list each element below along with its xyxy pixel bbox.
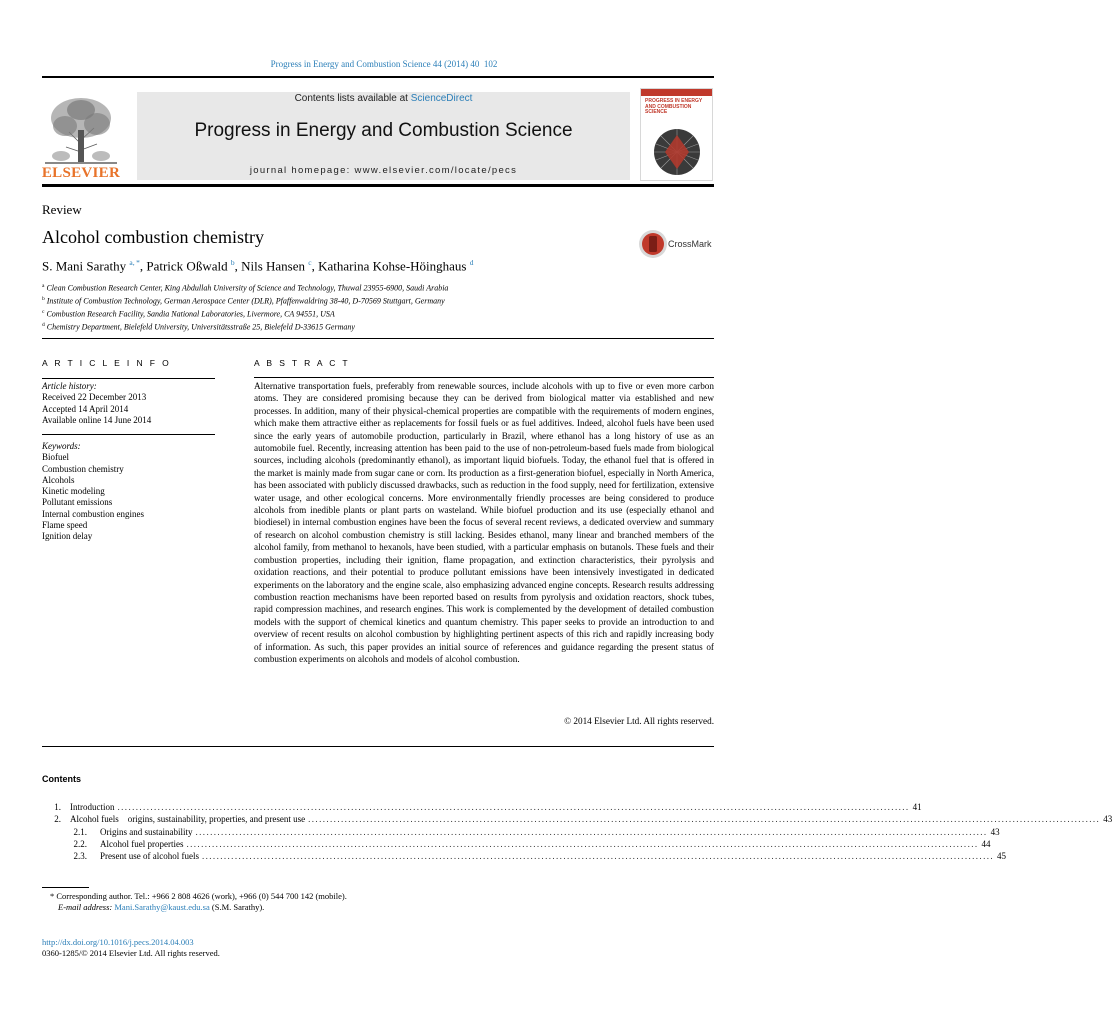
toc-number: 1. <box>54 802 61 812</box>
author-list: S. Mani Sarathy $^{a, *}$, Patrick Oßwald $^b$, Nils Hansen $^c$, Katharina Kohse-Höinghaus $^d$ <box>42 258 474 274</box>
toc-page: 44 <box>981 838 991 849</box>
affiliation-text: Clean Combustion Research Center, King Abdullah University of Science and Technology, Thuwal 23955-6900, Saudi Arabia <box>46 283 449 293</box>
crossmark-label[interactable]: CrossMark <box>668 239 712 249</box>
toc-number: 2.3. <box>73 851 87 862</box>
article-history <box>42 381 215 426</box>
affiliation-text: Chemistry Department, Bielefeld University, Universitätsstraße 25, Bielefeld D-33615 Germany <box>46 322 355 332</box>
article-info-rule <box>42 378 215 379</box>
abstract-rule <box>254 377 714 378</box>
keyword-item: Flame speed <box>42 520 88 531</box>
toc-label[interactable]: Present use of alcohol fuels <box>100 851 199 862</box>
keyword-item: Ignition delay <box>42 531 93 542</box>
abstract-text: Alternative transportation fuels, preferably from renewable sources, include alcohols with up to five or even more carbon atoms. They are considered promising because they can be derived from biological matter via established and new processes. In addition, many of their physical-chemical properties are compatible with the requirements of modern engines, which make them attractive either as replacements for fossil fuels or as fuel additives. Indeed, alcohol fuels have been used since the early years of automobile production, particularly in Brazil, where ethanol has a long history of use as an automobile fuel. Recently, increasing attention has been paid to the use of non-petroleum-based fuels made from biological sources, including alcohols (predominantly ethanol), as important liquid biofuels. Today, the ethanol fuel that is offered in the market is mainly made from sugar cane or corn. Its production as a first-generation biofuel, especially in North America, has been associated with publicly discussed drawbacks, such as reduction in the food supply, need for fertilization, extensive water usage, and other ecological concerns. More environmentally friendly processes are being considered to produce alcohols from inedible plants or plant parts on wasteland. While biofuel production and its use (especially ethanol and biodiesel) in internal combustion engines have been the focus of several recent reviews, a dedicated overview and summary of research on alcohol combustion chemistry is still lacking. Besides ethanol, many linear and branched members of the alcohol family, from methanol to hexanols, have been studied, with a particular emphasis on butanols. These fuels and their combustion properties, including their ignition, flame propagation, and extinction characteristics, their pyrolysis and oxidation reactions, and their potential to produce pollutant emissions have been intensively investigated in dedicated experiments on the laboratory and the engine scale, also emphasizing advanced engine concepts. Research results addressing combustion reaction mechanisms have been reported based on results from pyrolysis and oxidation reactors, shock tubes, rapid compression machines, and research engines. This work is complemented by the development of detailed combustion models with the support of chemical kinetics and quantum chemistry. This paper seeks to provide an introduction to and overview of recent results on alcohol combustion by highlighting pertinent aspects of this rich and rapidly increasing body of information. As such, this paper provides an initial source of references and guidance regarding the present status of combustion experiments on alcohols and models of alcohol combustion. <box>254 381 714 664</box>
table-of-contents <box>42 801 1112 862</box>
running-header-link[interactable]: Progress in Energy and Combustion Science 44 (2014) 40 102 <box>270 59 498 69</box>
toc-number: 2.2. <box>73 838 87 849</box>
sciencedirect-link[interactable]: ScienceDirect <box>410 93 473 104</box>
journal-homepage: journal homepage: www.elsevier.com/locate/pecs <box>249 165 518 176</box>
toc-leader: ......................................................................................................................................................................................................................... <box>117 802 910 812</box>
keyword-item: Internal combustion engines <box>42 508 144 519</box>
affiliations <box>42 281 722 333</box>
article-title: Alcohol combustion chemistry <box>42 227 264 247</box>
toc-page: 45 <box>997 851 1007 862</box>
affiliation-marker: a <box>42 283 45 289</box>
issn-line: 0360-1285/© 2014 Elsevier Ltd. All rights reserved. <box>42 948 220 958</box>
email-link[interactable]: Mani.Sarathy@kaust.edu.sa <box>114 902 210 913</box>
article-info-heading: A R T I C L E I N F O <box>42 358 172 368</box>
article-info-rule <box>42 434 215 435</box>
email-label: E-mail address: <box>58 902 115 913</box>
contents-available-line <box>137 93 630 104</box>
section-rule <box>42 338 714 339</box>
toc-entry[interactable] <box>42 826 1000 838</box>
keyword-item: Biofuel <box>42 452 69 463</box>
history-accepted: Accepted 14 April 2014 <box>42 403 129 414</box>
toc-entry[interactable] <box>42 838 991 850</box>
author-name[interactable]: Nils Hansen <box>241 258 306 274</box>
affiliation-marker: b <box>42 296 45 303</box>
footnote-rule <box>42 887 89 888</box>
affiliation-item <box>42 281 722 294</box>
toc-label[interactable]: Introduction <box>70 802 115 812</box>
affiliation-item <box>42 307 722 320</box>
affiliation-item <box>42 320 722 333</box>
toc-leader: ......................................................................................................................................................................................................................... <box>201 851 995 862</box>
history-received: Received 22 December 2013 <box>42 392 147 403</box>
affiliation-marker: d <box>42 322 45 329</box>
abstract-copyright: © 2014 Elsevier Ltd. All rights reserved. <box>564 716 714 726</box>
author-affiliation-marker[interactable]: c <box>308 258 312 267</box>
keywords-label: Keywords: <box>42 441 81 451</box>
toc-leader: ......................................................................................................................................................................................................................... <box>186 838 979 849</box>
corresponding-author-note: * Corresponding author. Tel.: +966 2 808 4626 (work), +966 (0) 544 700 142 (mobile). <box>50 891 347 901</box>
footnotes <box>42 891 442 914</box>
toc-leader: ......................................................................................................................................................................................................................... <box>308 814 1101 825</box>
abstract-heading: A B S T R A C T <box>254 358 351 368</box>
author-name[interactable]: Patrick Oßwald <box>146 258 228 274</box>
email-suffix: (S.M. Sarathy). <box>209 902 265 913</box>
affiliation-item <box>42 294 722 307</box>
email-line <box>42 902 442 913</box>
keywords <box>42 441 215 543</box>
keyword-item: Alcohols <box>42 474 75 485</box>
cover-title: PROGRESS IN ENERGY AND COMBUSTION SCIENCE <box>645 98 703 116</box>
toc-page: 41 <box>912 802 922 812</box>
toc-entry[interactable] <box>42 850 1007 862</box>
masthead-rule <box>42 184 714 187</box>
toc-label[interactable]: Alcohol fuel properties <box>100 838 184 849</box>
author-name[interactable]: Katharina Kohse-Höinghaus <box>318 258 467 274</box>
author-affiliation-marker[interactable]: d <box>469 258 474 267</box>
toc-page: 43 <box>990 826 1000 837</box>
contents-available-prefix: Contents lists available at <box>294 93 411 104</box>
toc-number: 2.1. <box>73 826 87 837</box>
toc-page: 43 <box>1103 814 1112 825</box>
article-type: Review <box>42 202 82 217</box>
keyword-item: Kinetic modeling <box>42 486 105 497</box>
history-online: Available online 14 June 2014 <box>42 414 152 425</box>
toc-leader: ......................................................................................................................................................................................................................... <box>195 826 988 837</box>
journal-cover-thumbnail[interactable] <box>640 88 713 181</box>
author-name[interactable]: S. Mani Sarathy <box>42 258 127 274</box>
cover-band <box>641 89 712 96</box>
affiliation-marker: c <box>42 309 45 316</box>
author-affiliation-marker[interactable]: b <box>230 258 235 267</box>
toc-entry[interactable] <box>42 813 1112 825</box>
toc-label[interactable]: Alcohol fuels origins, sustainability, properties, and present use <box>70 814 306 825</box>
elsevier-wordmark: ELSEVIER <box>41 165 121 181</box>
contents-heading: Contents <box>42 774 81 784</box>
toc-entry[interactable] <box>42 801 922 813</box>
journal-title: Progress in Energy and Combustion Science <box>194 120 573 141</box>
header-rule <box>42 76 714 78</box>
affiliation-text: Institute of Combustion Technology, German Aerospace Center (DLR), Pfaffenwaldring 38-40, D-70569 Stuttgart, Germany <box>46 296 445 306</box>
section-rule <box>42 746 714 747</box>
article-history-label: Article history: <box>42 381 97 391</box>
affiliation-text: Combustion Research Facility, Sandia National Laboratories, Livermore, CA 94551, USA <box>46 309 335 319</box>
keyword-item: Pollutant emissions <box>42 497 113 508</box>
toc-number: 2. <box>54 814 61 825</box>
keyword-item: Combustion chemistry <box>42 463 124 474</box>
toc-label[interactable]: Origins and sustainability <box>100 826 193 837</box>
cover-art-icon <box>649 127 705 177</box>
doi-link[interactable]: http://dx.doi.org/10.1016/j.pecs.2014.04.003 <box>42 937 194 947</box>
author-affiliation-marker[interactable]: a, * <box>129 258 140 267</box>
